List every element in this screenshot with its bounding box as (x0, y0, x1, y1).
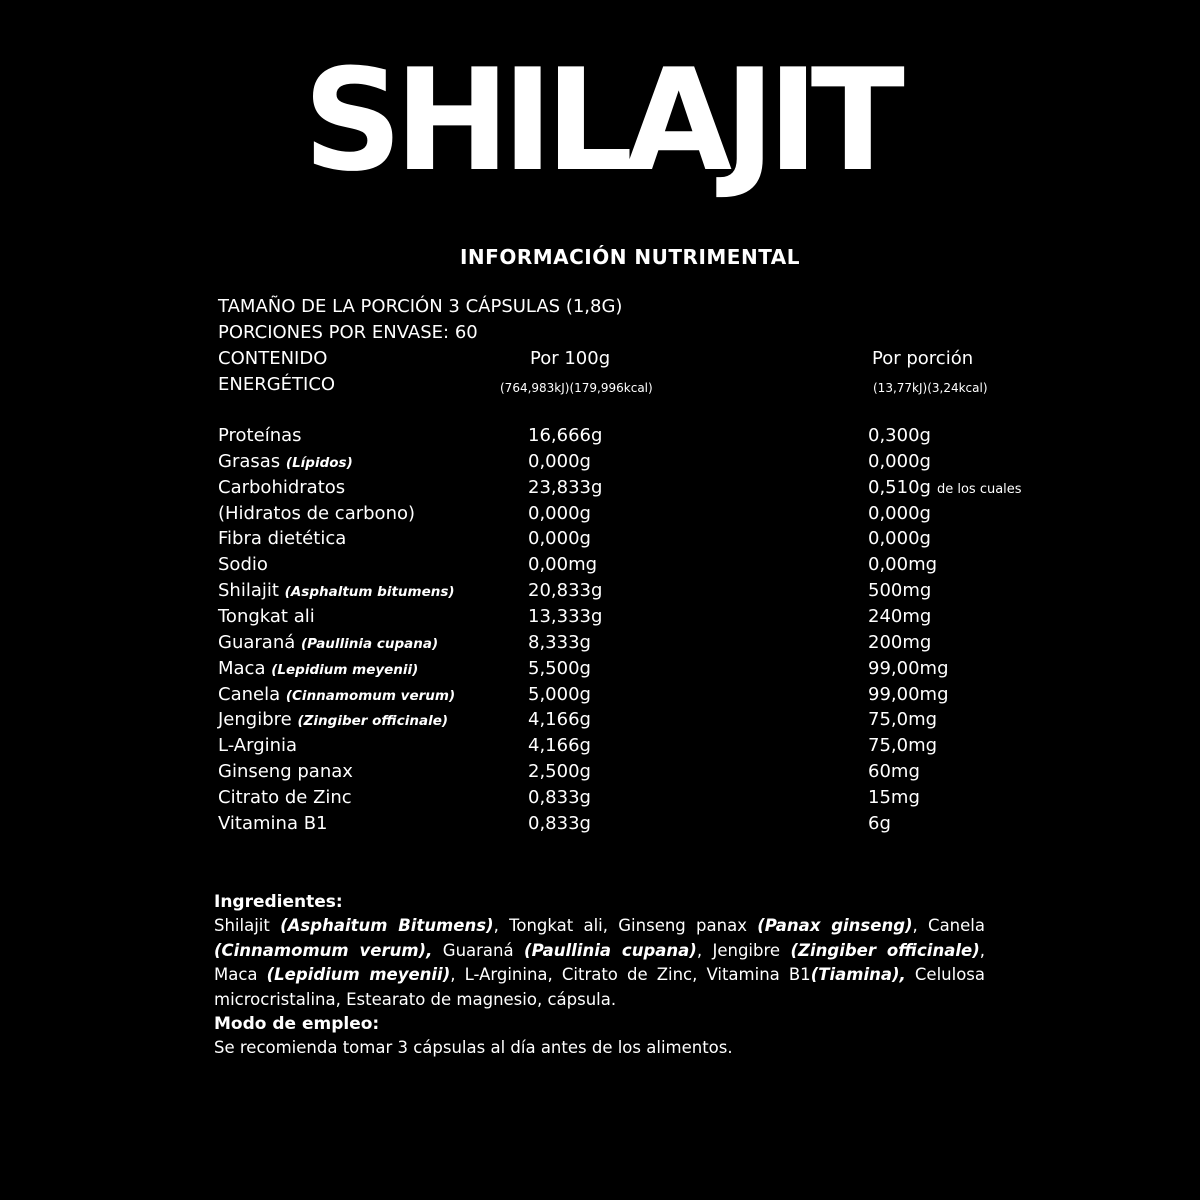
energy-per-100g: (764,983kJ)(179,996kcal) (500, 381, 653, 395)
nutrient-value-per-100g: 2,500g (528, 761, 591, 783)
nutrient-value-per-100g: 0,833g (528, 812, 591, 834)
nutrient-note: de los cuales (936, 481, 1022, 497)
nutrient-value-per-100g: 0,000g (528, 502, 591, 524)
nutrient-value-per-portion: 0,300g (868, 425, 931, 446)
nutrient-value-per-100g: 5,000g (528, 683, 591, 705)
nutrient-latin-name: (Asphaltum bitumens) (284, 584, 455, 601)
nutrient-name: Sodio (218, 554, 268, 576)
nutrient-value-per-portion: 75,0mg (868, 735, 938, 757)
nutrient-latin-name: (Lípidos) (285, 454, 353, 471)
energy-label: ENERGÉTICO (218, 374, 336, 395)
nutrient-value-per-portion: 0,000g (868, 502, 931, 524)
nutrient-row (0, 554, 1200, 580)
nutrient-name: Guaraná (Paullinia cupana) (218, 631, 439, 653)
nutrient-row (0, 632, 1200, 658)
nutrient-name: Shilajit (Asphaltum bitumens) (218, 580, 455, 602)
nutrient-value-per-100g: 0,000g (528, 450, 591, 472)
nutrient-row (0, 709, 1200, 735)
nutrient-value-per-100g: 4,166g (528, 709, 591, 731)
nutrient-value-per-portion: 60mg (868, 761, 920, 783)
nutrient-value-per-100g: 5,500g (528, 657, 591, 679)
nutrient-latin-name: (Lepidium meyenii) (271, 661, 419, 678)
nutrient-name: Proteínas (218, 425, 302, 446)
nutrient-value-per-portion: 6g (868, 812, 891, 834)
nutrient-value-per-100g: 0,833g (528, 786, 591, 808)
product-title: SHILAJIT (303, 38, 897, 203)
nutrient-latin-name: (Cinnamomum verum) (285, 687, 456, 704)
ingredients-heading: Ingredientes: (214, 892, 343, 912)
energy-per-portion: (13,77kJ)(3,24kcal) (873, 381, 988, 395)
nutrient-row (0, 761, 1200, 787)
nutrient-row (0, 451, 1200, 477)
nutrient-row (0, 813, 1200, 839)
nutrient-value-per-100g: 8,333g (528, 631, 591, 653)
column-header-per-portion: Por porción (872, 348, 974, 369)
nutrient-row (0, 735, 1200, 761)
servings-per-container: PORCIONES POR ENVASE: 60 (218, 322, 478, 343)
nutrient-value-per-portion: 500mg (868, 580, 932, 602)
nutrient-name: Grasas (Lípidos) (218, 450, 353, 472)
nutrient-row (0, 606, 1200, 632)
column-header-per-100g: Por 100g (530, 348, 611, 369)
nutrient-value-per-portion: 75,0mg (868, 709, 938, 731)
nutrient-name: L-Arginia (218, 735, 298, 757)
nutrient-value-per-100g: 20,833g (528, 580, 603, 602)
nutrient-value-per-100g: 13,333g (528, 605, 603, 627)
nutrient-row (0, 658, 1200, 684)
nutrient-name: Tongkat ali (218, 605, 315, 627)
section-heading: INFORMACIÓN NUTRIMENTAL (459, 245, 801, 269)
nutrient-name: Carbohidratos (218, 476, 346, 498)
nutrient-row (0, 684, 1200, 710)
content-label: CONTENIDO (218, 348, 328, 369)
ingredients-section (214, 890, 985, 1061)
nutrient-value-per-100g: 23,833g (528, 476, 603, 498)
nutrient-value-per-portion: 0,510g de los cuales (868, 476, 1022, 498)
nutrient-name: Fibra dietética (218, 528, 347, 550)
serving-size: TAMAÑO DE LA PORCIÓN 3 CÁPSULAS (1,8G) (218, 296, 623, 317)
nutrient-value-per-portion: 0,000g (868, 450, 931, 472)
nutrient-row (0, 477, 1200, 503)
usage-heading: Modo de empleo: (214, 1014, 380, 1034)
nutrient-value-per-portion: 99,00mg (868, 657, 949, 679)
nutrient-name: (Hidratos de carbono) (218, 502, 416, 524)
nutrient-value-per-portion: 240mg (868, 605, 932, 627)
nutrient-row (0, 528, 1200, 554)
nutrient-latin-name: (Paullinia cupana) (301, 635, 439, 652)
nutrient-name: Vitamina B1 (218, 812, 328, 834)
nutrient-latin-name: (Zingiber officinale) (297, 713, 449, 730)
nutrient-value-per-portion: 0,000g (868, 528, 931, 550)
nutrient-name: Citrato de Zinc (218, 786, 352, 808)
nutrient-value-per-100g: 4,166g (528, 735, 591, 757)
nutrient-value-per-100g: 0,00mg (528, 554, 598, 576)
nutrient-value-per-portion: 15mg (868, 786, 920, 808)
nutrient-name: Jengibre (Zingiber officinale) (218, 709, 449, 731)
nutrient-row (0, 787, 1200, 813)
nutrient-row (0, 580, 1200, 606)
nutrient-value-per-portion: 200mg (868, 631, 932, 653)
nutrient-row (0, 425, 1200, 451)
nutrient-name: Maca (Lepidium meyenii) (218, 657, 419, 679)
nutrient-value-per-100g: 0,000g (528, 528, 591, 550)
nutrient-value-per-portion: 0,00mg (868, 554, 938, 576)
nutrient-row (0, 503, 1200, 529)
usage-text: Se recomienda tomar 3 cápsulas al día antes de los alimentos. (214, 1038, 733, 1057)
nutrient-value-per-portion: 99,00mg (868, 683, 949, 705)
nutrient-name: Ginseng panax (218, 761, 353, 783)
nutrient-name: Canela (Cinnamomum verum) (218, 683, 456, 705)
ingredients-text: Shilajit (Asphaitum Bitumens), Tongkat ali, Ginseng panax (Panax ginseng), Canela (Cinnamomum verum), Guaraná (Paullinia cupana), Jengibre (Zingiber officinale), Maca (Lepidium meyenii), L-Arginina, Citrato de Zinc, Vitamina B1(Tiamina), Celulosa microcristalina, Estearato de magnesio, cápsula. (214, 916, 986, 1009)
nutrient-value-per-100g: 16,666g (528, 425, 603, 446)
